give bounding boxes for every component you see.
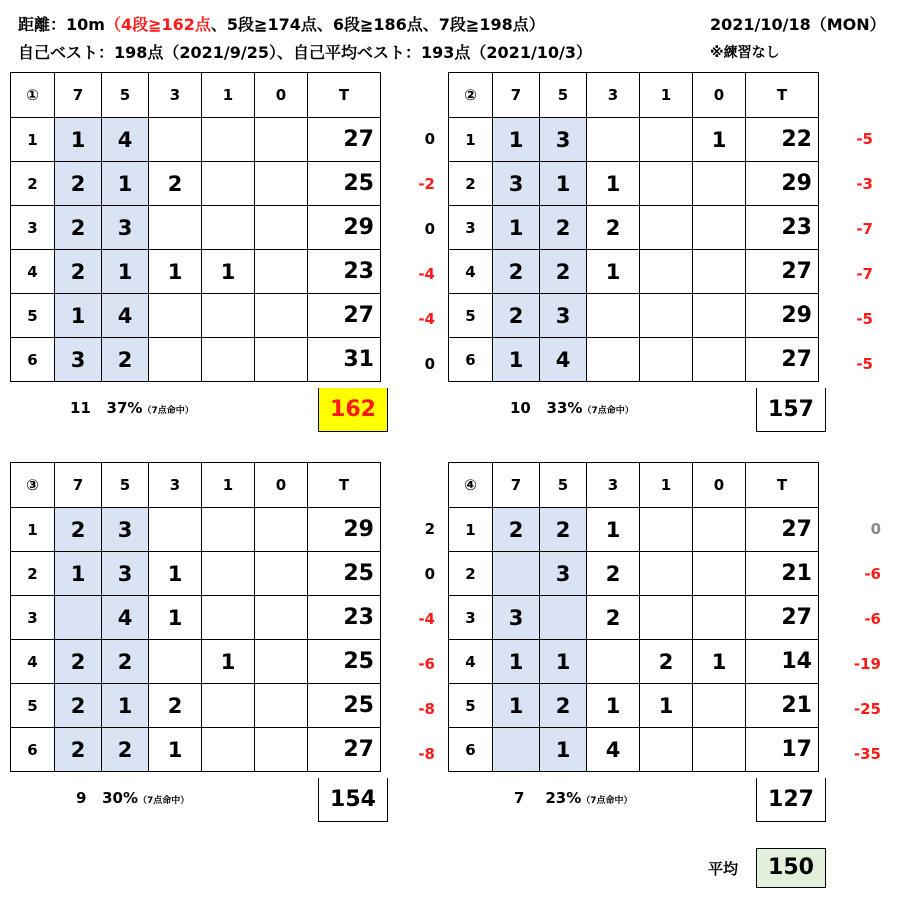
col-header-0: 0 xyxy=(255,463,308,508)
table-row xyxy=(449,684,819,728)
count-0 xyxy=(693,250,746,294)
count-0 xyxy=(255,596,308,640)
sheet-total: 162 xyxy=(318,388,388,432)
running-diff: -8 xyxy=(418,745,435,763)
sheet-number: ③ xyxy=(11,463,55,508)
count-5: 3 xyxy=(540,294,587,338)
count-1 xyxy=(202,162,255,206)
count-0 xyxy=(255,118,308,162)
count-5: 3 xyxy=(540,118,587,162)
count-0 xyxy=(255,552,308,596)
count-3: 1 xyxy=(587,508,640,552)
col-header-1: 1 xyxy=(202,463,255,508)
count-1 xyxy=(640,508,693,552)
count-0 xyxy=(693,508,746,552)
running-diff: -4 xyxy=(418,610,435,628)
col-header-5: 5 xyxy=(540,73,587,118)
col-header-0: 0 xyxy=(255,73,308,118)
count-7: 2 xyxy=(55,640,102,684)
col-header-5: 5 xyxy=(102,463,149,508)
table-row xyxy=(11,118,381,162)
running-diff: 0 xyxy=(424,565,435,583)
header-row xyxy=(11,463,381,508)
end-total: 25 xyxy=(308,684,381,728)
count-1 xyxy=(202,338,255,382)
col-header-3: 3 xyxy=(587,463,640,508)
running-diff: -6 xyxy=(418,655,435,673)
col-header-1: 1 xyxy=(640,73,693,118)
count-3: 2 xyxy=(587,552,640,596)
count-7: 1 xyxy=(493,338,540,382)
count-7 xyxy=(493,728,540,772)
hits-7-count: 7 xyxy=(514,789,525,807)
running-diff: -5 xyxy=(856,130,873,148)
hit-summary xyxy=(70,399,194,417)
table-row xyxy=(11,596,381,640)
col-header-total: T xyxy=(308,463,381,508)
count-0 xyxy=(255,162,308,206)
end-number: 2 xyxy=(11,162,55,206)
count-7: 2 xyxy=(55,728,102,772)
scoresheet-4 xyxy=(448,462,888,882)
sheet-number: ② xyxy=(449,73,493,118)
table-row xyxy=(11,552,381,596)
col-header-total: T xyxy=(308,73,381,118)
col-header-1: 1 xyxy=(202,73,255,118)
session-date: 2021/10/18（MON） xyxy=(710,15,886,34)
end-total: 29 xyxy=(308,508,381,552)
personal-best: 自己ベスト：198点（2021/9/25）、自己平均ベスト：193点（2021/10/3） xyxy=(18,43,593,62)
col-header-7: 7 xyxy=(493,463,540,508)
running-diff: 0 xyxy=(424,220,435,238)
score-table-3 xyxy=(10,462,381,772)
count-5: 3 xyxy=(540,552,587,596)
end-total: 27 xyxy=(308,118,381,162)
hit-percent-note: （7点命中） xyxy=(138,796,190,806)
hits-7-count: 9 xyxy=(76,789,87,807)
end-number: 1 xyxy=(11,508,55,552)
count-0 xyxy=(255,728,308,772)
table-row xyxy=(11,206,381,250)
count-1 xyxy=(202,206,255,250)
table-row xyxy=(449,728,819,772)
col-header-1: 1 xyxy=(640,463,693,508)
count-5: 2 xyxy=(540,508,587,552)
end-number: 4 xyxy=(449,640,493,684)
count-5: 1 xyxy=(540,162,587,206)
count-3 xyxy=(149,118,202,162)
end-total: 21 xyxy=(746,552,819,596)
count-1 xyxy=(640,250,693,294)
running-diff: -4 xyxy=(418,310,435,328)
count-0 xyxy=(255,206,308,250)
count-7: 1 xyxy=(493,206,540,250)
table-row xyxy=(449,294,819,338)
col-header-7: 7 xyxy=(55,73,102,118)
count-3 xyxy=(149,338,202,382)
count-3: 1 xyxy=(149,552,202,596)
count-7: 1 xyxy=(55,118,102,162)
count-3: 1 xyxy=(149,250,202,294)
end-number: 5 xyxy=(11,294,55,338)
count-1 xyxy=(640,596,693,640)
end-number: 1 xyxy=(449,118,493,162)
end-number: 5 xyxy=(11,684,55,728)
table-row xyxy=(11,338,381,382)
count-7: 2 xyxy=(55,162,102,206)
running-diff: -7 xyxy=(856,265,873,283)
count-5: 1 xyxy=(102,162,149,206)
end-total: 17 xyxy=(746,728,819,772)
table-row xyxy=(11,250,381,294)
count-0 xyxy=(693,728,746,772)
hit-summary xyxy=(514,789,633,807)
end-number: 3 xyxy=(11,206,55,250)
count-3 xyxy=(149,206,202,250)
count-3: 1 xyxy=(587,250,640,294)
running-diff: -8 xyxy=(418,700,435,718)
end-total: 27 xyxy=(746,338,819,382)
header-row xyxy=(449,463,819,508)
hit-percent-note: （7点命中） xyxy=(142,406,194,416)
table-row xyxy=(11,294,381,338)
count-0 xyxy=(255,640,308,684)
end-total: 27 xyxy=(308,294,381,338)
hit-percent-note: （7点命中） xyxy=(581,796,633,806)
count-7: 3 xyxy=(55,338,102,382)
end-number: 6 xyxy=(11,728,55,772)
running-diff: -35 xyxy=(853,745,881,763)
count-1: 2 xyxy=(640,640,693,684)
table-row xyxy=(449,552,819,596)
table-row xyxy=(449,118,819,162)
count-5: 2 xyxy=(102,640,149,684)
grade-thresholds: 、5段≧174点、6段≧186点、7段≧198点） xyxy=(210,15,545,34)
sheet-total: 127 xyxy=(756,778,826,822)
end-number: 6 xyxy=(449,338,493,382)
running-diff: 2 xyxy=(424,520,435,538)
end-number: 2 xyxy=(11,552,55,596)
running-diff: -25 xyxy=(853,700,881,718)
end-number: 3 xyxy=(449,596,493,640)
end-number: 4 xyxy=(11,250,55,294)
count-5: 2 xyxy=(540,250,587,294)
count-7: 2 xyxy=(55,508,102,552)
col-header-7: 7 xyxy=(493,73,540,118)
count-7: 2 xyxy=(493,294,540,338)
end-total: 27 xyxy=(746,508,819,552)
end-number: 3 xyxy=(449,206,493,250)
count-7 xyxy=(493,552,540,596)
sheet-number: ① xyxy=(11,73,55,118)
count-3: 2 xyxy=(149,684,202,728)
count-1 xyxy=(640,338,693,382)
count-1: 1 xyxy=(640,684,693,728)
count-1 xyxy=(640,162,693,206)
end-total: 22 xyxy=(746,118,819,162)
count-3: 2 xyxy=(587,206,640,250)
count-5: 2 xyxy=(102,338,149,382)
count-1 xyxy=(202,728,255,772)
end-number: 4 xyxy=(11,640,55,684)
count-7: 2 xyxy=(55,206,102,250)
table-row xyxy=(11,684,381,728)
count-5: 2 xyxy=(540,684,587,728)
sheet-number: ④ xyxy=(449,463,493,508)
count-5: 3 xyxy=(102,206,149,250)
count-1 xyxy=(202,118,255,162)
count-0 xyxy=(693,294,746,338)
count-3: 4 xyxy=(587,728,640,772)
table-row xyxy=(449,596,819,640)
end-total: 23 xyxy=(308,250,381,294)
score-table-2 xyxy=(448,72,819,382)
col-header-5: 5 xyxy=(540,463,587,508)
end-number: 5 xyxy=(449,294,493,338)
running-diff: -4 xyxy=(418,265,435,283)
col-header-3: 3 xyxy=(587,73,640,118)
end-total: 14 xyxy=(746,640,819,684)
count-5 xyxy=(540,596,587,640)
count-7: 1 xyxy=(493,118,540,162)
table-row xyxy=(449,508,819,552)
average-score: 150 xyxy=(756,848,826,888)
count-1 xyxy=(640,118,693,162)
end-number: 2 xyxy=(449,162,493,206)
count-1 xyxy=(202,684,255,728)
end-number: 4 xyxy=(449,250,493,294)
scoresheet-3 xyxy=(10,462,450,882)
hit-percent: 37% xyxy=(106,399,143,417)
hits-7-count: 10 xyxy=(510,399,531,417)
count-5: 4 xyxy=(102,294,149,338)
end-total: 23 xyxy=(308,596,381,640)
count-7: 2 xyxy=(55,684,102,728)
table-row xyxy=(449,640,819,684)
hit-percent: 23% xyxy=(545,789,582,807)
count-0 xyxy=(693,684,746,728)
end-total: 27 xyxy=(746,596,819,640)
running-diff: -5 xyxy=(856,355,873,373)
count-0 xyxy=(255,508,308,552)
table-row xyxy=(11,162,381,206)
count-1 xyxy=(202,294,255,338)
score-table-4 xyxy=(448,462,819,772)
count-0 xyxy=(255,684,308,728)
col-header-5: 5 xyxy=(102,73,149,118)
count-3 xyxy=(149,508,202,552)
count-5: 1 xyxy=(540,728,587,772)
end-number: 5 xyxy=(449,684,493,728)
table-row xyxy=(11,640,381,684)
scoresheet-1 xyxy=(10,72,450,492)
running-diff: -6 xyxy=(864,610,881,628)
end-number: 6 xyxy=(449,728,493,772)
count-3: 1 xyxy=(149,728,202,772)
count-7: 1 xyxy=(55,294,102,338)
count-5: 2 xyxy=(102,728,149,772)
count-1 xyxy=(640,728,693,772)
count-1 xyxy=(640,552,693,596)
col-header-3: 3 xyxy=(149,463,202,508)
end-number: 1 xyxy=(11,118,55,162)
count-5: 4 xyxy=(102,118,149,162)
count-3 xyxy=(587,294,640,338)
end-total: 25 xyxy=(308,162,381,206)
hit-summary xyxy=(76,789,189,807)
count-5: 4 xyxy=(540,338,587,382)
running-diff: -2 xyxy=(418,175,435,193)
table-row xyxy=(449,250,819,294)
hits-7-count: 11 xyxy=(70,399,91,417)
end-number: 1 xyxy=(449,508,493,552)
count-0 xyxy=(255,338,308,382)
table-row xyxy=(449,162,819,206)
end-total: 27 xyxy=(308,728,381,772)
count-5: 3 xyxy=(102,508,149,552)
end-total: 29 xyxy=(746,162,819,206)
count-0 xyxy=(255,250,308,294)
count-5: 1 xyxy=(540,640,587,684)
count-3 xyxy=(149,640,202,684)
distance-label: 距離：10m xyxy=(18,15,105,34)
count-7: 1 xyxy=(55,552,102,596)
running-diff: 0 xyxy=(424,355,435,373)
count-1 xyxy=(202,508,255,552)
end-total: 29 xyxy=(746,294,819,338)
end-total: 21 xyxy=(746,684,819,728)
scoresheet-2 xyxy=(448,72,888,492)
running-diff: -7 xyxy=(856,220,873,238)
count-3: 2 xyxy=(149,162,202,206)
count-7 xyxy=(55,596,102,640)
count-5: 4 xyxy=(102,596,149,640)
end-total: 25 xyxy=(308,552,381,596)
count-7: 2 xyxy=(493,250,540,294)
header-row xyxy=(449,73,819,118)
count-0 xyxy=(693,596,746,640)
count-3 xyxy=(587,640,640,684)
table-row xyxy=(11,728,381,772)
running-diff: -5 xyxy=(856,310,873,328)
end-total: 29 xyxy=(308,206,381,250)
count-3 xyxy=(149,294,202,338)
end-total: 23 xyxy=(746,206,819,250)
end-total: 27 xyxy=(746,250,819,294)
table-row xyxy=(11,508,381,552)
hit-percent: 33% xyxy=(546,399,583,417)
practice-note: ※練習なし xyxy=(710,45,780,61)
col-header-3: 3 xyxy=(149,73,202,118)
end-total: 31 xyxy=(308,338,381,382)
count-7: 3 xyxy=(493,596,540,640)
average-label: 平均 xyxy=(708,860,739,878)
sheet-total: 154 xyxy=(318,778,388,822)
count-3 xyxy=(587,338,640,382)
header-row xyxy=(11,73,381,118)
end-number: 3 xyxy=(11,596,55,640)
count-1 xyxy=(202,552,255,596)
count-0 xyxy=(693,206,746,250)
count-3 xyxy=(587,118,640,162)
count-1: 1 xyxy=(202,250,255,294)
distance-header xyxy=(18,12,545,35)
col-header-0: 0 xyxy=(693,73,746,118)
count-0 xyxy=(693,552,746,596)
end-number: 2 xyxy=(449,552,493,596)
count-3: 1 xyxy=(149,596,202,640)
count-3: 1 xyxy=(587,684,640,728)
end-total: 25 xyxy=(308,640,381,684)
col-header-0: 0 xyxy=(693,463,746,508)
count-0: 1 xyxy=(693,118,746,162)
table-row xyxy=(449,206,819,250)
col-header-total: T xyxy=(746,463,819,508)
end-number: 6 xyxy=(11,338,55,382)
running-diff: 0 xyxy=(870,520,881,538)
col-header-7: 7 xyxy=(55,463,102,508)
count-5: 1 xyxy=(102,250,149,294)
running-diff: -6 xyxy=(864,565,881,583)
count-7: 3 xyxy=(493,162,540,206)
count-7: 1 xyxy=(493,640,540,684)
count-7: 2 xyxy=(493,508,540,552)
count-5: 2 xyxy=(540,206,587,250)
running-diff: -19 xyxy=(853,655,881,673)
hit-percent-note: （7点命中） xyxy=(582,406,634,416)
count-0 xyxy=(255,294,308,338)
count-5: 3 xyxy=(102,552,149,596)
table-row xyxy=(449,338,819,382)
hit-summary xyxy=(510,399,634,417)
running-diff: 0 xyxy=(424,130,435,148)
running-diff: -3 xyxy=(856,175,873,193)
col-header-total: T xyxy=(746,73,819,118)
count-3: 1 xyxy=(587,162,640,206)
count-3: 2 xyxy=(587,596,640,640)
score-table-1 xyxy=(10,72,381,382)
count-7: 2 xyxy=(55,250,102,294)
count-7: 1 xyxy=(493,684,540,728)
count-1 xyxy=(640,294,693,338)
count-0 xyxy=(693,162,746,206)
sheet-total: 157 xyxy=(756,388,826,432)
count-5: 1 xyxy=(102,684,149,728)
hit-percent: 30% xyxy=(102,789,139,807)
count-0 xyxy=(693,338,746,382)
count-1: 1 xyxy=(202,640,255,684)
count-1 xyxy=(640,206,693,250)
count-1 xyxy=(202,596,255,640)
count-0: 1 xyxy=(693,640,746,684)
grade-4dan: （4段≧162点 xyxy=(104,15,211,34)
